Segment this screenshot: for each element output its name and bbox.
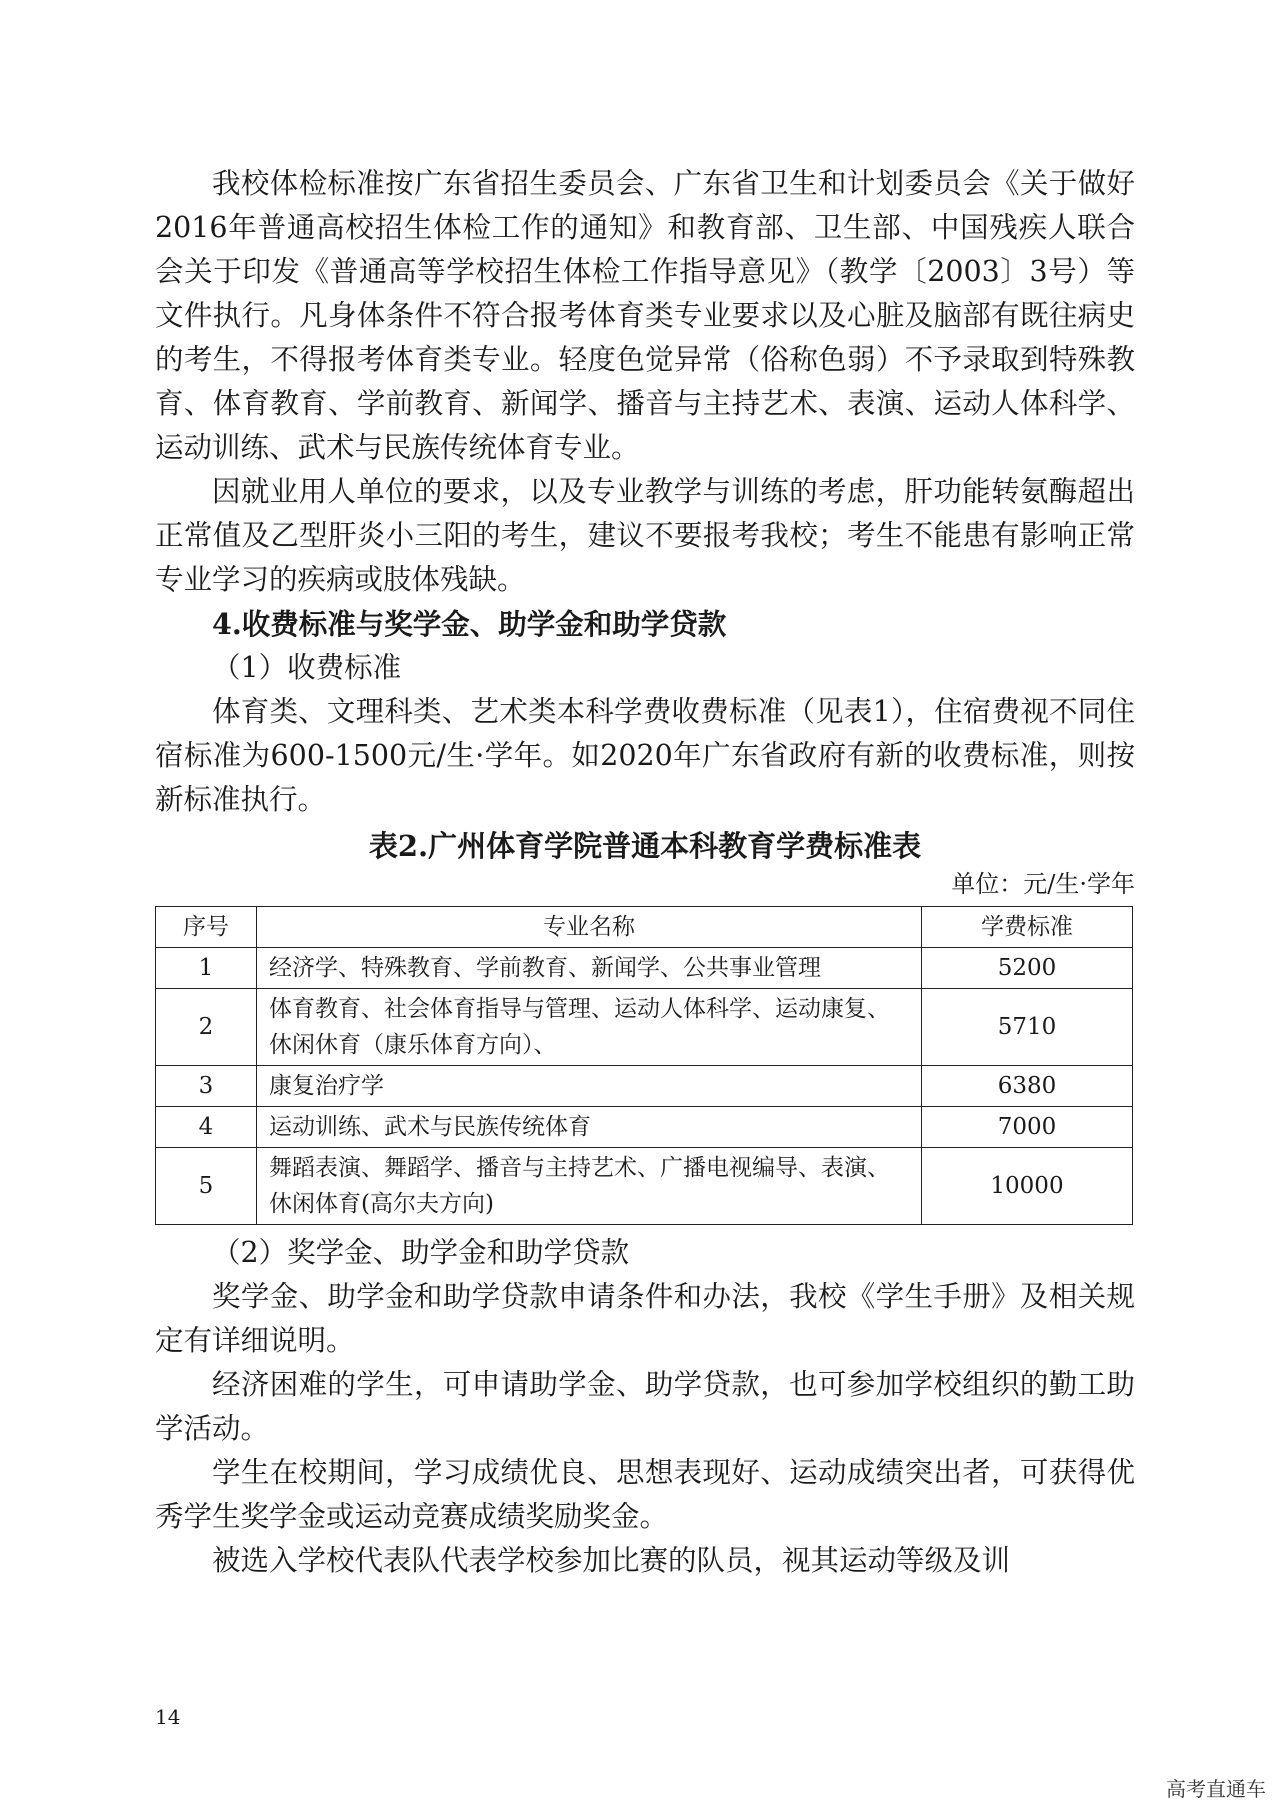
- document-body: [155, 162, 1135, 1583]
- table-row: [156, 1107, 1133, 1148]
- row-serial-no: 5: [156, 1148, 257, 1225]
- paragraph-physical-exam: 我校体检标准按广东省招生委员会、广东省卫生和计划委员会《关于做好2016年普通高校招生体检工作的通知》和教育部、卫生部、中国残疾人联合会关于印发《普通高等学校招生体检工作指导意见》（教学〔2003〕3号）等文件执行。凡身体条件不符合报考体育类专业要求以及心脏及脑部有既往病史的考生，不得报考体育类专业。轻度色觉异常（俗称色弱）不予录取到特殊教育、体育教育、学前教育、新闻学、播音与主持艺术、表演、运动人体科学、运动训练、武术与民族传统体育专业。: [155, 167, 1135, 464]
- row-serial-no: 3: [156, 1066, 257, 1107]
- row-major-name: 运动训练、武术与民族传统体育: [257, 1107, 922, 1148]
- paragraph-scholarship-rules: 奖学金、助学金和助学贷款申请条件和办法，我校《学生手册》及相关规定有详细说明。: [155, 1280, 1135, 1357]
- section-heading-fees: 4.收费标准与奖学金、助学金和助学贷款: [212, 607, 727, 641]
- row-tuition: 7000: [922, 1107, 1133, 1148]
- subheading-scholarships: （2）奖学金、助学金和助学贷款: [212, 1236, 630, 1269]
- tuition-table: [155, 906, 1133, 1225]
- watermark-text: 高考直通车: [1166, 1777, 1266, 1801]
- table-unit: 单位：元/生·学年: [951, 870, 1135, 898]
- table-row: [156, 1148, 1133, 1225]
- row-serial-no: 2: [156, 989, 257, 1066]
- row-major-name: 舞蹈表演、舞蹈学、播音与主持艺术、广播电视编导、表演、休闲体育(高尔夫方向): [257, 1148, 922, 1225]
- table-title: 表2.广州体育学院普通本科教育学费标准表: [368, 829, 922, 863]
- row-serial-no: 1: [156, 948, 257, 989]
- table-header-row: [156, 907, 1133, 948]
- table-row: [156, 1066, 1133, 1107]
- row-tuition: 6380: [922, 1066, 1133, 1107]
- header-major-name: 专业名称: [257, 907, 922, 948]
- subheading-fee-standard: （1）收费标准: [212, 651, 402, 684]
- paragraph-team-members: 被选入学校代表队代表学校参加比赛的队员，视其运动等级及训: [212, 1544, 1011, 1577]
- table-row: [156, 989, 1133, 1066]
- row-tuition: 5710: [922, 989, 1133, 1066]
- table-row: [156, 948, 1133, 989]
- row-serial-no: 4: [156, 1107, 257, 1148]
- row-major-name: 康复治疗学: [257, 1066, 922, 1107]
- row-tuition: 10000: [922, 1148, 1133, 1225]
- paragraph-financial-aid: 经济困难的学生，可申请助学金、助学贷款，也可参加学校组织的勤工助学活动。: [155, 1368, 1135, 1445]
- row-major-name: 经济学、特殊教育、学前教育、新闻学、公共事业管理: [257, 948, 922, 989]
- row-major-name: 体育教育、社会体育指导与管理、运动人体科学、运动康复、休闲休育（康乐体育方向）、: [257, 989, 922, 1066]
- row-tuition: 5200: [922, 948, 1133, 989]
- paragraph-fee-standard: 体育类、文理科类、艺术类本科学费收费标准（见表1），住宿费视不同住宿标准为600-1500元/生·学年。如2020年广东省政府有新的收费标准，则按新标准执行。: [155, 695, 1135, 816]
- header-tuition: 学费标准: [922, 907, 1133, 948]
- paragraph-employer-requirements: 因就业用人单位的要求，以及专业教学与训练的考虑，肝功能转氨酶超出正常值及乙型肝炎小三阳的考生，建议不要报考我校；考生不能患有影响正常专业学习的疾病或肢体残缺。: [155, 475, 1135, 596]
- page-number: 14: [155, 1705, 181, 1729]
- paragraph-merit-awards: 学生在校期间，学习成绩优良、思想表现好、运动成绩突出者，可获得优秀学生奖学金或运动竞赛成绩奖励奖金。: [155, 1456, 1135, 1533]
- header-serial-no: 序号: [156, 907, 257, 948]
